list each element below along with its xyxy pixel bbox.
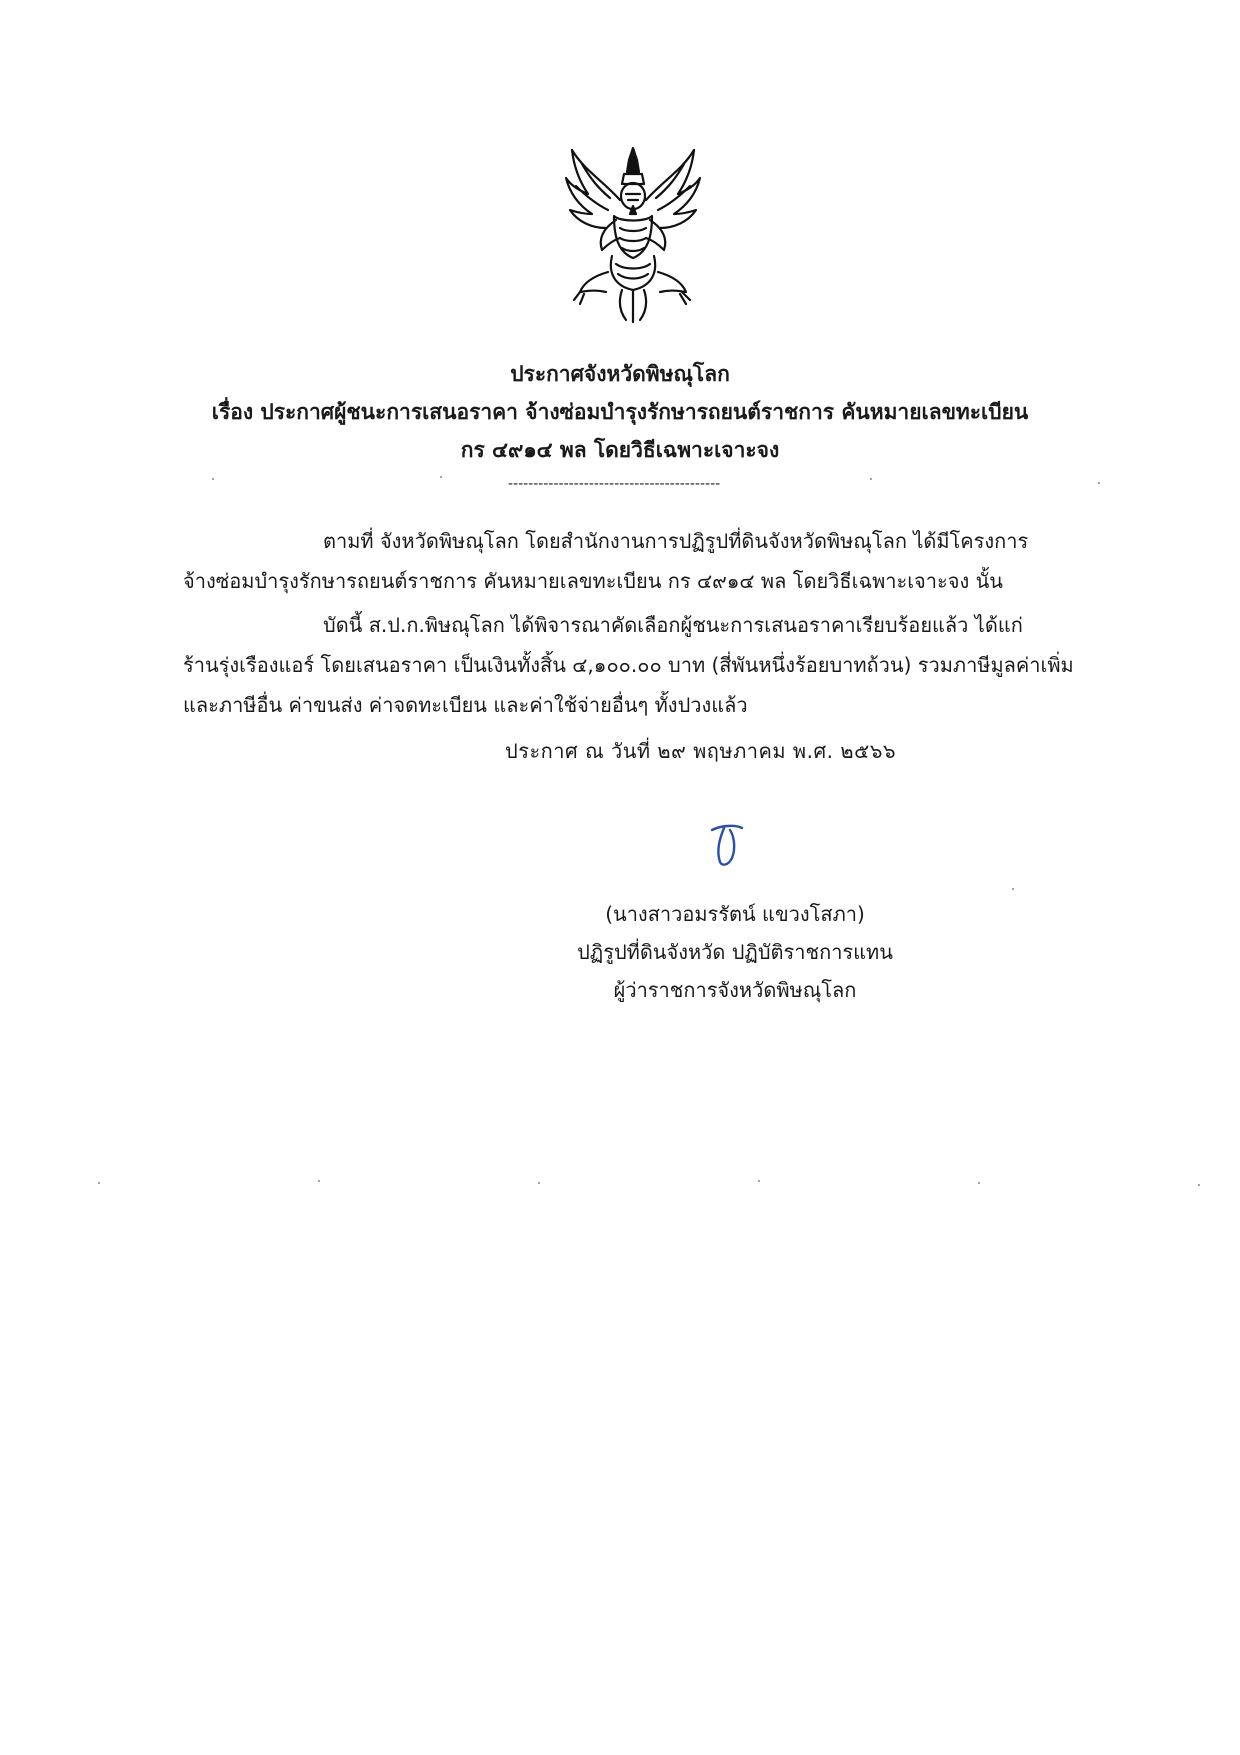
scan-speck <box>1098 482 1100 484</box>
scan-speck <box>978 1182 980 1184</box>
scan-speck <box>538 1182 540 1184</box>
title-line-2: เรื่อง ประกาศผู้ชนะการเสนอราคา จ้างซ่อมบำรุงรักษารถยนต์ราชการ คันหมายเลขทะเบียน <box>211 400 1029 424</box>
paragraph-2-line-1: บัดนี้ ส.ป.ก.พิษณุโลก ได้พิจารณาคัดเลือกผู้ชนะการเสนอราคาเรียบร้อยแล้ว ได้แก่ <box>323 613 1023 637</box>
signer-position-line-2: ผู้ว่าราชการจังหวัดพิษณุโลก <box>613 978 857 1002</box>
signer-name: (นางสาวอมรรัตน์ แขวงโสภา) <box>605 902 865 926</box>
announcement-title <box>150 355 1090 469</box>
paragraph-2-line-3: และภาษีอื่น ค่าขนส่ง ค่าจดทะเบียน และค่าใช้จ่ายอื่นๆ ทั้งปวงแล้ว <box>183 693 748 717</box>
announcement-date: ประกาศ ณ วันที่ ๒๙ พฤษภาคม พ.ศ. ๒๕๖๖ <box>505 739 897 763</box>
paragraph-1-line-2: จ้างซ่อมบำรุงรักษารถยนต์ราชการ คันหมายเลขทะเบียน กร ๔๙๑๔ พล โดยวิธีเฉพาะเจาะจง นั้น <box>183 569 1003 593</box>
scan-speck <box>870 478 872 480</box>
title-divider: ------------------------------------------ <box>508 476 721 492</box>
scan-speck <box>440 476 442 478</box>
signer-position-line-1: ปฏิรูปที่ดินจังหวัด ปฏิบัติราชการแทน <box>577 940 893 964</box>
paragraph-2-line-2: ร้านรุ่งเรืองแอร์ โดยเสนอราคา เป็นเงินทั้งสิ้น ๔,๑๐๐.๐๐ บาท (สี่พันหนึ่งร้อยบาทถ้วน) รวมภาษีมูลค่าเพิ่ม <box>183 653 1074 677</box>
scan-speck <box>212 478 214 480</box>
paragraph-1 <box>183 521 1119 601</box>
garuda-emblem-icon <box>562 140 704 326</box>
handwritten-signature <box>706 822 746 868</box>
title-line-3: กร ๔๙๑๔ พล โดยวิธีเฉพาะเจาะจง <box>460 438 780 462</box>
signer-block <box>540 895 930 1009</box>
scan-speck <box>318 1180 320 1182</box>
title-line-1: ประกาศจังหวัดพิษณุโลก <box>510 362 730 386</box>
paragraph-1-line-1: ตามที่ จังหวัดพิษณุโลก โดยสำนักงานการปฏิรูปที่ดินจังหวัดพิษณุโลก ได้มีโครงการ <box>323 529 1029 553</box>
scan-speck <box>1012 888 1014 890</box>
paragraph-2 <box>183 605 1119 725</box>
scan-speck <box>98 1182 100 1184</box>
scan-speck <box>758 1180 760 1182</box>
scan-speck <box>1198 1184 1200 1186</box>
